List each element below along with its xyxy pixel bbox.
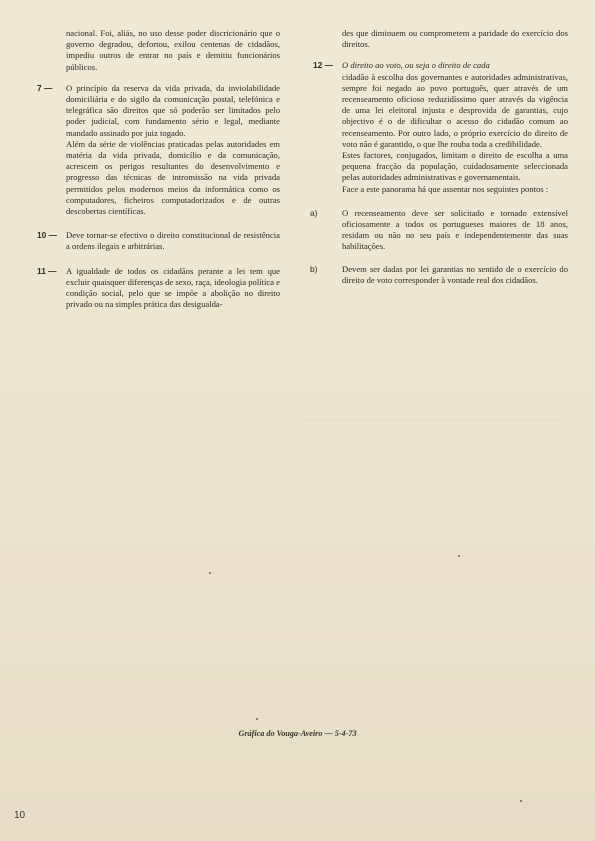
item-text: A igualdade de todos os cidadãos perante a lei tem que excluir quaisquer diferenças de sexo, raça, ideologia política e condição social, pelo que se impõe a abolição no direito privado ou na simples prática das desigualda- [66,265,280,310]
page-number: 10 [14,810,26,821]
item-12 [313,60,568,194]
ink-speck [520,800,522,802]
item-text: O princípio da reserva da vida privada, da inviolabilidade domiciliária e do sigilo da comunicação postal, telefónica e telegráfica são direitos que só poderão ser limitados pelo poder judicial, com fundamento sério e legal, mediante mandado assinado por juiz togado. [66,82,280,138]
paragraph-continuation: des que diminuem ou comprometem a paridade do exercício dos direitos. [342,28,568,50]
point-text: O recenseamento deve ser solicitado e tornado extensível oficiosamente a todos os portugueses maiores de 18 anos, residam ou não no seu país e independentemente das suas habilitações. [342,207,568,252]
item-number: 10 — [37,230,58,241]
right-column [310,28,568,297]
item-text: Deve tornar-se efectivo o direito constitucional de resistência a ordens ilegais e arbitrárias. [66,230,280,252]
point-text: Devem ser dadas por lei garantias no sentido de o exercício do direito de voto corresponder à vontade real dos cidadãos. [342,263,568,285]
item-paragraph-2: Estes factores, conjugados, limitam o direito de escolha a uma pequena fracção da população, cuidadosamente seleccionada pelas autoridades administrativas e governamentais. [342,150,568,183]
left-column [37,28,280,323]
point-b [310,263,568,286]
ink-speck [256,718,258,720]
item-extra-text: Além da série de violências praticadas pelas autoridades em matéria da vida privada, domicílio e da comunicação, acrescem os perigos resultantes do desenvolvimento e progresso das técnicas de intromissão na vida privada permitidos pelos modernos meios da informática como os computadores, ficheiros computadorizados e de outras descobertas científicas. [66,138,280,217]
paper-crease [300,420,560,421]
item-7 [37,82,280,217]
paragraph-continuation: nacional. Foi, aliás, no uso desse poder discricionário que o governo degradou, defortou, exilou centenas de cidadãos, impediu outros de entrar no país e demitiu funcionários públicos. [66,28,280,72]
item-number: 12 — [313,60,334,71]
ink-speck [458,555,460,557]
point-letter: b) [310,263,318,274]
item-paragraph-3: Face a este panorama há que assentar nos seguintes pontos : [342,183,549,194]
printer-imprint: Gráfica do Vouga-Aveiro — 5-4-73 [238,729,357,738]
item-lead-text: O direito ao voto, ou seja o direito de cada [342,60,490,71]
item-number: 7 — [37,82,53,93]
point-a [310,207,568,253]
item-10 [37,230,280,252]
ink-speck [209,572,211,574]
item-number: 11 — [37,265,57,276]
item-text: cidadão à escolha dos governantes e autoridades administrativas, sempre foi negado ao povo português, quer através de um recenseamento oficioso reduzidíssimo quer através da vigência de uma lei eleitoral injusta e desprovida de garantias, cujo objectivo é o de dificultar o acesso do cidadão comum ao recenseamento. Por outro lado, o próprio exercício do direito de voto não é garantido, o que lhe rouba toda a credibilidade. [342,71,568,149]
point-letter: a) [310,207,318,218]
item-11 [37,265,280,311]
